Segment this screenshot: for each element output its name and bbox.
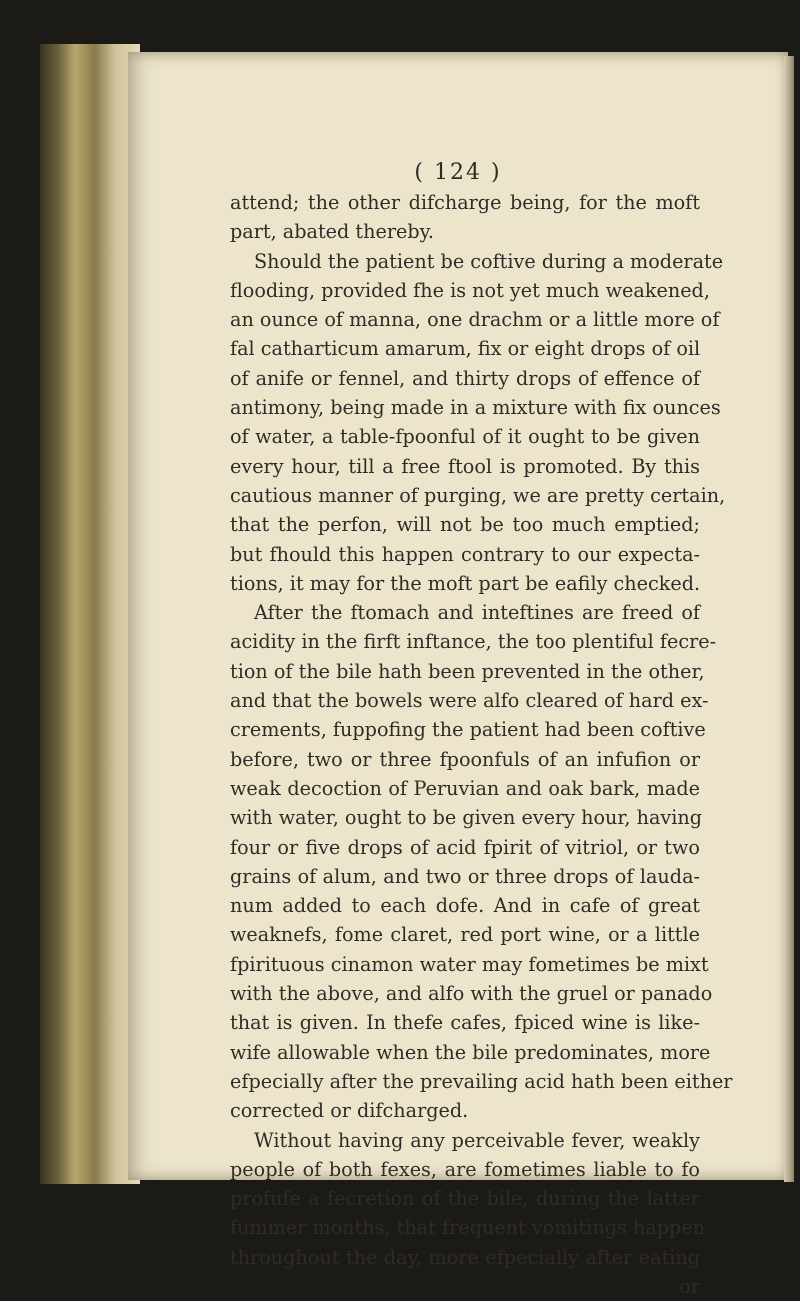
text-line: efpecially after the prevailing acid hath been either <box>230 1069 733 1093</box>
text-line: of anife or fennel, and thirty drops of effence of <box>230 366 700 390</box>
text-line: with water, ought to be given every hour, having <box>230 806 703 830</box>
text-line: tions, it may for the moft part be eafily checked. <box>230 571 701 595</box>
text-line: weak decoction of Peruvian and oak bark, made <box>230 776 700 800</box>
text-line: fal catharticum amarum, fix or eight drops of oil <box>230 337 701 361</box>
text-line: attend; the other difcharge being, for the moft <box>230 191 700 214</box>
text-line: After the ftomach and inteftines are freed of <box>254 601 700 625</box>
text-line: corrected or difcharged. <box>230 1099 469 1123</box>
text-line: wife allowable when the bile predominates, more <box>230 1040 711 1064</box>
text-line: or <box>679 1274 700 1298</box>
page-edge <box>784 56 794 1182</box>
text-line: throughout the day, more efpecially after eating <box>230 1245 700 1269</box>
text-line: fpirituous cinamon water may fometimes be mixt <box>230 952 709 976</box>
text-line: acidity in the firft inftance, the too plentiful fecre- <box>230 630 717 654</box>
text-line: and that the bowels were alfo cleared of hard ex- <box>230 689 709 713</box>
text-line: that the perfon, will not be too much emptied; <box>230 513 700 537</box>
text-line: grains of alum, and two or three drops of lauda- <box>230 864 700 888</box>
text-line: fummer months, that frequent vomitings happen <box>230 1216 706 1240</box>
text-line: Without having any perceivable fever, weakly <box>254 1128 700 1152</box>
text-line: flooding, provided fhe is not yet much weakened, <box>230 278 710 302</box>
text-line: that is given. In thefe cafes, fpiced wine is like- <box>230 1011 700 1035</box>
book-spine <box>40 44 140 1184</box>
text-line: profufe a fecretion of the bile, during the latter <box>230 1187 700 1211</box>
page-number: ( 124 ) <box>414 160 502 185</box>
text-line: before, two or three fpoonfuls of an infufion or <box>230 747 700 771</box>
text-line: Should the patient be coftive during a moderate <box>254 249 724 273</box>
text-line: four or five drops of acid fpirit of vitriol, or two <box>230 835 700 859</box>
text-line: every hour, till a free ftool is promoted. By this <box>230 454 700 478</box>
text-line: part, abated thereby. <box>230 220 435 244</box>
text-line: people of both fexes, are fometimes liable to fo <box>230 1157 700 1181</box>
text-line: crements, fuppofing the patient had been coftive <box>230 718 706 742</box>
text-line: num added to each dofe. And in cafe of great <box>230 894 700 918</box>
text-line: cautious manner of purging, we are pretty certain, <box>230 483 726 507</box>
text-line: of water, a table-fpoonful of it ought to be given <box>230 425 700 449</box>
text-line: but fhould this happen contrary to our expecta- <box>230 542 700 566</box>
body-text <box>230 188 733 1301</box>
text-line: an ounce of manna, one drachm or a little more of <box>230 308 720 332</box>
text-line: tion of the bile hath been prevented in the other, <box>230 659 705 683</box>
text-line: weaknefs, fome claret, red port wine, or a little <box>230 923 700 947</box>
text-line: antimony, being made in a mixture with fix ounces <box>230 396 721 420</box>
text-line: with the above, and alfo with the gruel or panado <box>230 982 713 1006</box>
